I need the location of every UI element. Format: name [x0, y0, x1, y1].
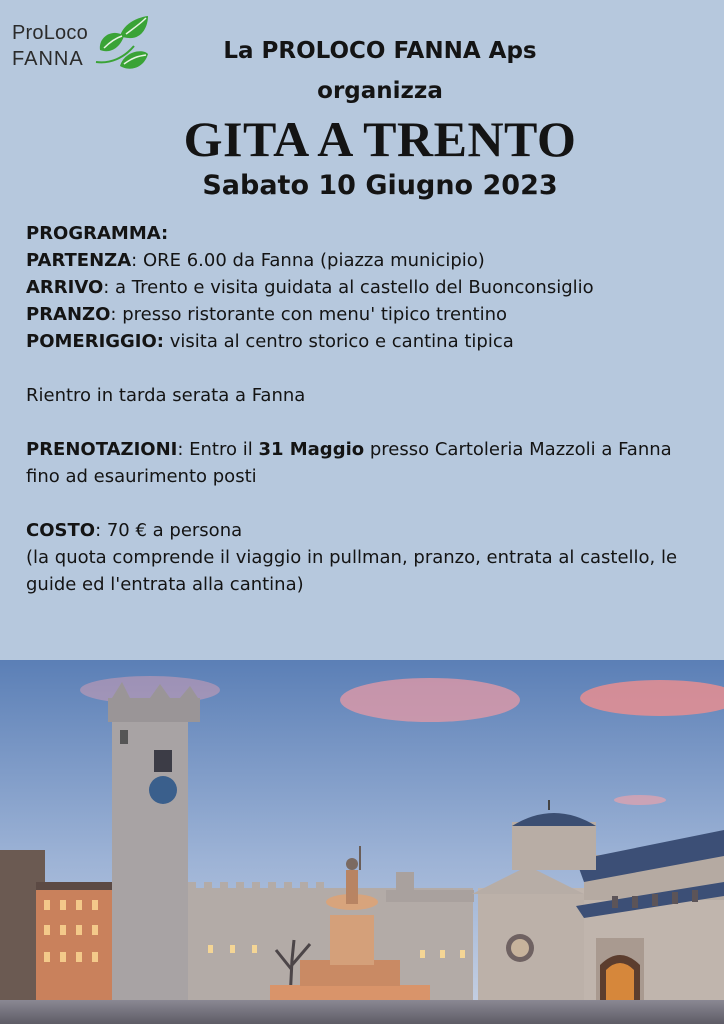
- page-title: GITA A TRENTO: [183, 111, 577, 167]
- event-date: Sabato 10 Giugno 2023: [202, 170, 558, 201]
- booking-line2: fino ad esaurimento posti: [26, 466, 257, 487]
- cost-note-line2: guide ed l'entrata alla cantina): [26, 574, 304, 595]
- program-item-arrivo: ARRIVO: a Trento e visita guidata al castello del Buonconsiglio: [26, 277, 594, 298]
- clock-tower: [112, 708, 188, 1003]
- program-item-partenza: PARTENZA: ORE 6.00 da Fanna (piazza municipio): [26, 250, 485, 271]
- piazza-ground: [0, 1000, 724, 1024]
- cloud: [340, 678, 520, 722]
- return-note: Rientro in tarda serata a Fanna: [26, 385, 306, 406]
- program-heading: PROGRAMMA:: [26, 223, 169, 244]
- cloud: [614, 795, 666, 805]
- program-item-pomeriggio: POMERIGGIO: visita al centro storico e cantina tipica: [26, 331, 514, 352]
- organizer-heading: La PROLOCO FANNA Aps: [223, 38, 537, 64]
- cost-note-line1: (la quota comprende il viaggio in pullman, pranzo, entrata al castello, le: [26, 547, 678, 568]
- trento-photo: [0, 660, 724, 1024]
- clock-face: [149, 776, 177, 804]
- logo-line1: ProLoco: [12, 22, 88, 44]
- organizer-verb: organizza: [317, 78, 443, 104]
- logo-line2: FANNA: [12, 48, 84, 70]
- program-body: [26, 220, 706, 598]
- program-item-pranzo: PRANZO: presso ristorante con menu' tipico trentino: [26, 304, 508, 325]
- booking-line: PRENOTAZIONI: Entro il 31 Maggio presso Cartoleria Mazzoli a Fanna: [26, 439, 672, 460]
- dome-drum: [512, 822, 596, 870]
- cost-line: COSTO: 70 € a persona: [26, 520, 243, 541]
